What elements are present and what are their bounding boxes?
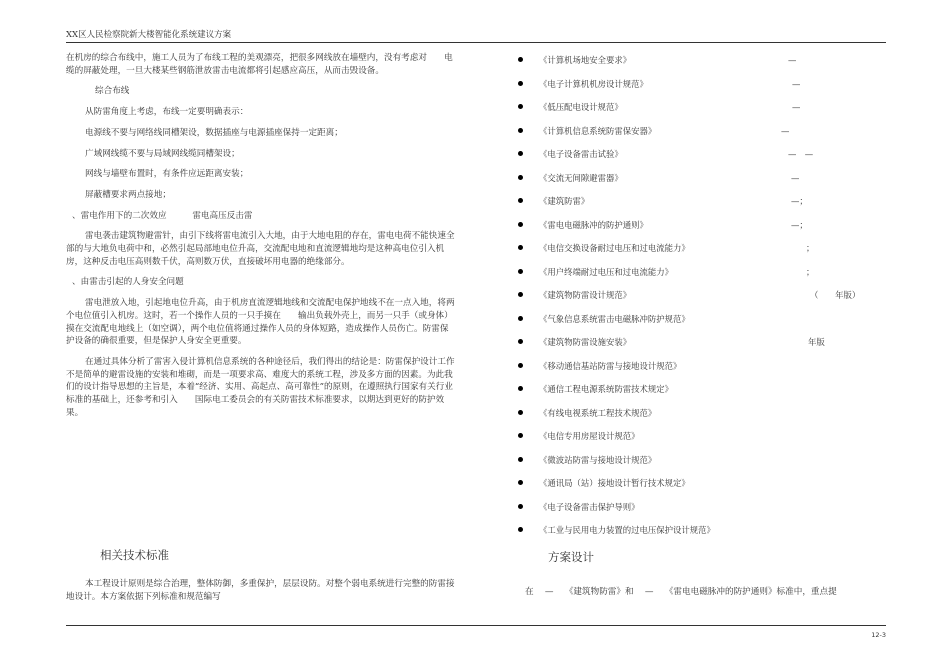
standard-code: （ 年版） <box>810 290 861 300</box>
standard-title: 《建筑防雷》 <box>539 196 590 206</box>
paragraph-back-flash: 雷电袭击建筑物避雷针，由引下线将雷电流引入大地，由于大地电阻的存在，雷电电荷不能快速全部的与大地负电荷中和，必然引起局部地电位升高，交流配电地和直流逻辑地均是这种高电位引入机房，这种反击电压高则数千伏，高则数万伏，直接破坏用电器的绝缘部分。 <box>66 231 455 267</box>
standard-code: —； <box>791 219 808 230</box>
list-item <box>518 123 898 147</box>
standard-code: 年版 <box>808 337 825 347</box>
bullet-icon <box>518 245 523 250</box>
bullet-icon <box>518 433 523 438</box>
bullet-icon <box>518 128 523 133</box>
standard-title: 《电子设备雷击试验》 <box>539 149 623 159</box>
standard-code: — <box>788 55 797 65</box>
list-item <box>518 428 898 452</box>
standard-code: — <box>792 78 801 89</box>
paragraph-personal-safety: 雷电泄放入地，引起地电位升高，由于机房直流逻辑地线和交流配电保护地线不在一点入地，将两个电位值引入机房。这时，若一个操作人员的一只手摸在 输出负载外壳上，而另一只手（或身体）摸在交流配电地线上（如空调），两个电位值将通过操作人员的身体短路，造成操作人员伤亡。防雷保护设备的确很重要，但是保护人身安全更重要。 <box>66 298 455 347</box>
paragraph-cabling-rule-1: 电源线不要与网络线同槽架设，数据插座与电源插座保持一定距离； <box>85 127 343 138</box>
paragraph-design-conclusion: 在通过具体分析了雷害入侵计算机信息系统的各种途径后，我们得出的结论是：防雷保护设计工作不是简单的避雷设施的安装和堆砌，而是一项要求高、难度大的系统工程，涉及多方面的因素。为此我们的设计指导思想的主旨是，本着“经济、实用、高起点、高可靠性”的原则，在遵照执行国家有关行业标准的基础上，还参考和引入 国际电工委员会的有关防雷技术标准要求，以期达到更好的防护效果。 <box>66 356 455 418</box>
bullet-icon <box>518 410 523 415</box>
standard-title: 《有线电视系统工程技术规范》 <box>539 407 657 418</box>
standard-title: 《微波站防雷与接地设计规范》 <box>539 454 657 465</box>
subheading-personal-safety: 、由雷击引起的人身安全问题 <box>72 277 184 288</box>
standard-title: 《用户终端耐过电压和过电流能力》 <box>539 266 673 277</box>
standard-title: 《电子计算机机房设计规范》 <box>539 78 648 89</box>
section-heading-standards: 相关技术标准 <box>100 548 169 562</box>
standard-title: 《移动通信基站防雷与接地设计规范》 <box>539 360 682 371</box>
list-item <box>518 76 898 100</box>
list-item <box>518 264 898 288</box>
paragraph-cabling-rule-4: 屏蔽槽要求两点接地； <box>85 189 171 200</box>
standard-title: 《气象信息系统雷击电磁脉冲防护规范》 <box>539 313 690 324</box>
list-item <box>518 99 898 123</box>
page-header <box>66 30 886 43</box>
standard-code: —； <box>791 196 808 206</box>
section-heading-plan: 方案设计 <box>548 550 594 564</box>
list-item <box>518 405 898 429</box>
standard-title: 《电信交换设备耐过电压和过电流能力》 <box>539 243 690 253</box>
list-item <box>518 452 898 476</box>
list-item <box>518 217 898 241</box>
bullet-icon <box>518 104 523 109</box>
standard-code: ； <box>806 243 815 253</box>
standard-code: — — <box>788 149 814 159</box>
list-item <box>518 358 898 382</box>
list-item <box>518 522 898 546</box>
list-item <box>518 287 898 311</box>
standards-list <box>518 52 898 546</box>
bullet-icon <box>518 339 523 344</box>
bullet-icon <box>518 175 523 180</box>
standard-title: 《计算机场地安全要求》 <box>539 55 632 65</box>
bullet-icon <box>518 363 523 368</box>
bullet-icon <box>518 269 523 274</box>
bullet-icon <box>518 480 523 485</box>
list-item <box>518 52 898 76</box>
page-number: 12-3 <box>871 631 886 639</box>
standard-code: — <box>791 172 800 183</box>
list-item <box>518 499 898 523</box>
standard-title: 《雷电电磁脉冲的防护通则》 <box>539 219 648 230</box>
standard-title: 《通信工程电源系统防雷技术规定》 <box>539 384 673 394</box>
standard-code: ； <box>806 266 815 277</box>
standard-code: — <box>781 125 790 136</box>
list-item <box>518 240 898 264</box>
document-title: XX区人民检察院新大楼智能化系统建议方案 <box>66 30 232 40</box>
standard-title: 《通讯局（站）接地设计暂行技术规定》 <box>539 478 690 488</box>
bullet-icon <box>518 151 523 156</box>
subheading-cabling: 综合布线 <box>95 86 130 97</box>
standard-title: 《建筑物防雷设计规范》 <box>539 290 632 300</box>
paragraph-wiring-intro: 在机房的综合布线中，施工人员为了布线工程的美观漂亮，把很多网线放在墙壁内，没有考虑对 电缆的屏蔽处理，一旦大楼某些钢筋泄放雷击电流都将引起感应高压，从而击毁设备。 <box>66 53 453 76</box>
standard-title: 《计算机信息系统防雷保安器》 <box>539 125 657 136</box>
list-item <box>518 193 898 217</box>
bullet-icon <box>518 457 523 462</box>
paragraph-standards-intro: 本工程设计原则是综合治理，整体防御，多重保护，层层设防。对整个弱电系统进行完整的防雷接地设计。本方案依据下列标准和规范编写 <box>66 579 455 602</box>
bullet-icon <box>518 386 523 391</box>
list-item <box>518 311 898 335</box>
paragraph-cabling-rule-3: 网线与墙壁布置时，有条件应远距离安装； <box>85 169 249 180</box>
standard-title: 《低压配电设计规范》 <box>539 102 623 112</box>
bullet-icon <box>518 527 523 532</box>
standard-title: 《交流无间隙避雷器》 <box>539 172 623 183</box>
standard-title: 《建筑物防雷设施安装》 <box>539 337 632 347</box>
standard-code: — <box>792 102 801 112</box>
list-item <box>518 381 898 405</box>
paragraph-cabling-rule-2: 广域网线缆不要与局域网线缆同槽架设； <box>85 148 240 159</box>
paragraph-cabling-principle: 从防雷角度上考虑，布线一定要明确表示： <box>85 107 249 118</box>
standard-title: 《电信专用房屋设计规范》 <box>539 431 640 441</box>
left-column <box>66 52 456 419</box>
bullet-icon <box>518 81 523 86</box>
bullet-icon <box>518 57 523 62</box>
list-item <box>518 146 898 170</box>
bullet-icon <box>518 292 523 297</box>
bullet-icon <box>518 316 523 321</box>
list-item <box>518 475 898 499</box>
bullet-icon <box>518 504 523 509</box>
subheading-secondary-effect: 、雷电作用下的二次效应 雷电高压反击雷 <box>72 210 253 221</box>
page-footer <box>66 625 886 639</box>
standard-title: 《电子设备雷击保护导则》 <box>539 501 640 512</box>
bullet-icon <box>518 222 523 227</box>
paragraph-plan-intro: 在 — 《建筑物防雷》和 — 《雷电电磁脉冲的防护通则》标准中，重点提 <box>525 587 837 597</box>
list-item <box>518 170 898 194</box>
standard-title: 《工业与民用电力装置的过电压保护设计规范》 <box>539 525 715 535</box>
bullet-icon <box>518 198 523 203</box>
list-item <box>518 334 898 358</box>
standards-intro-block <box>66 578 456 603</box>
